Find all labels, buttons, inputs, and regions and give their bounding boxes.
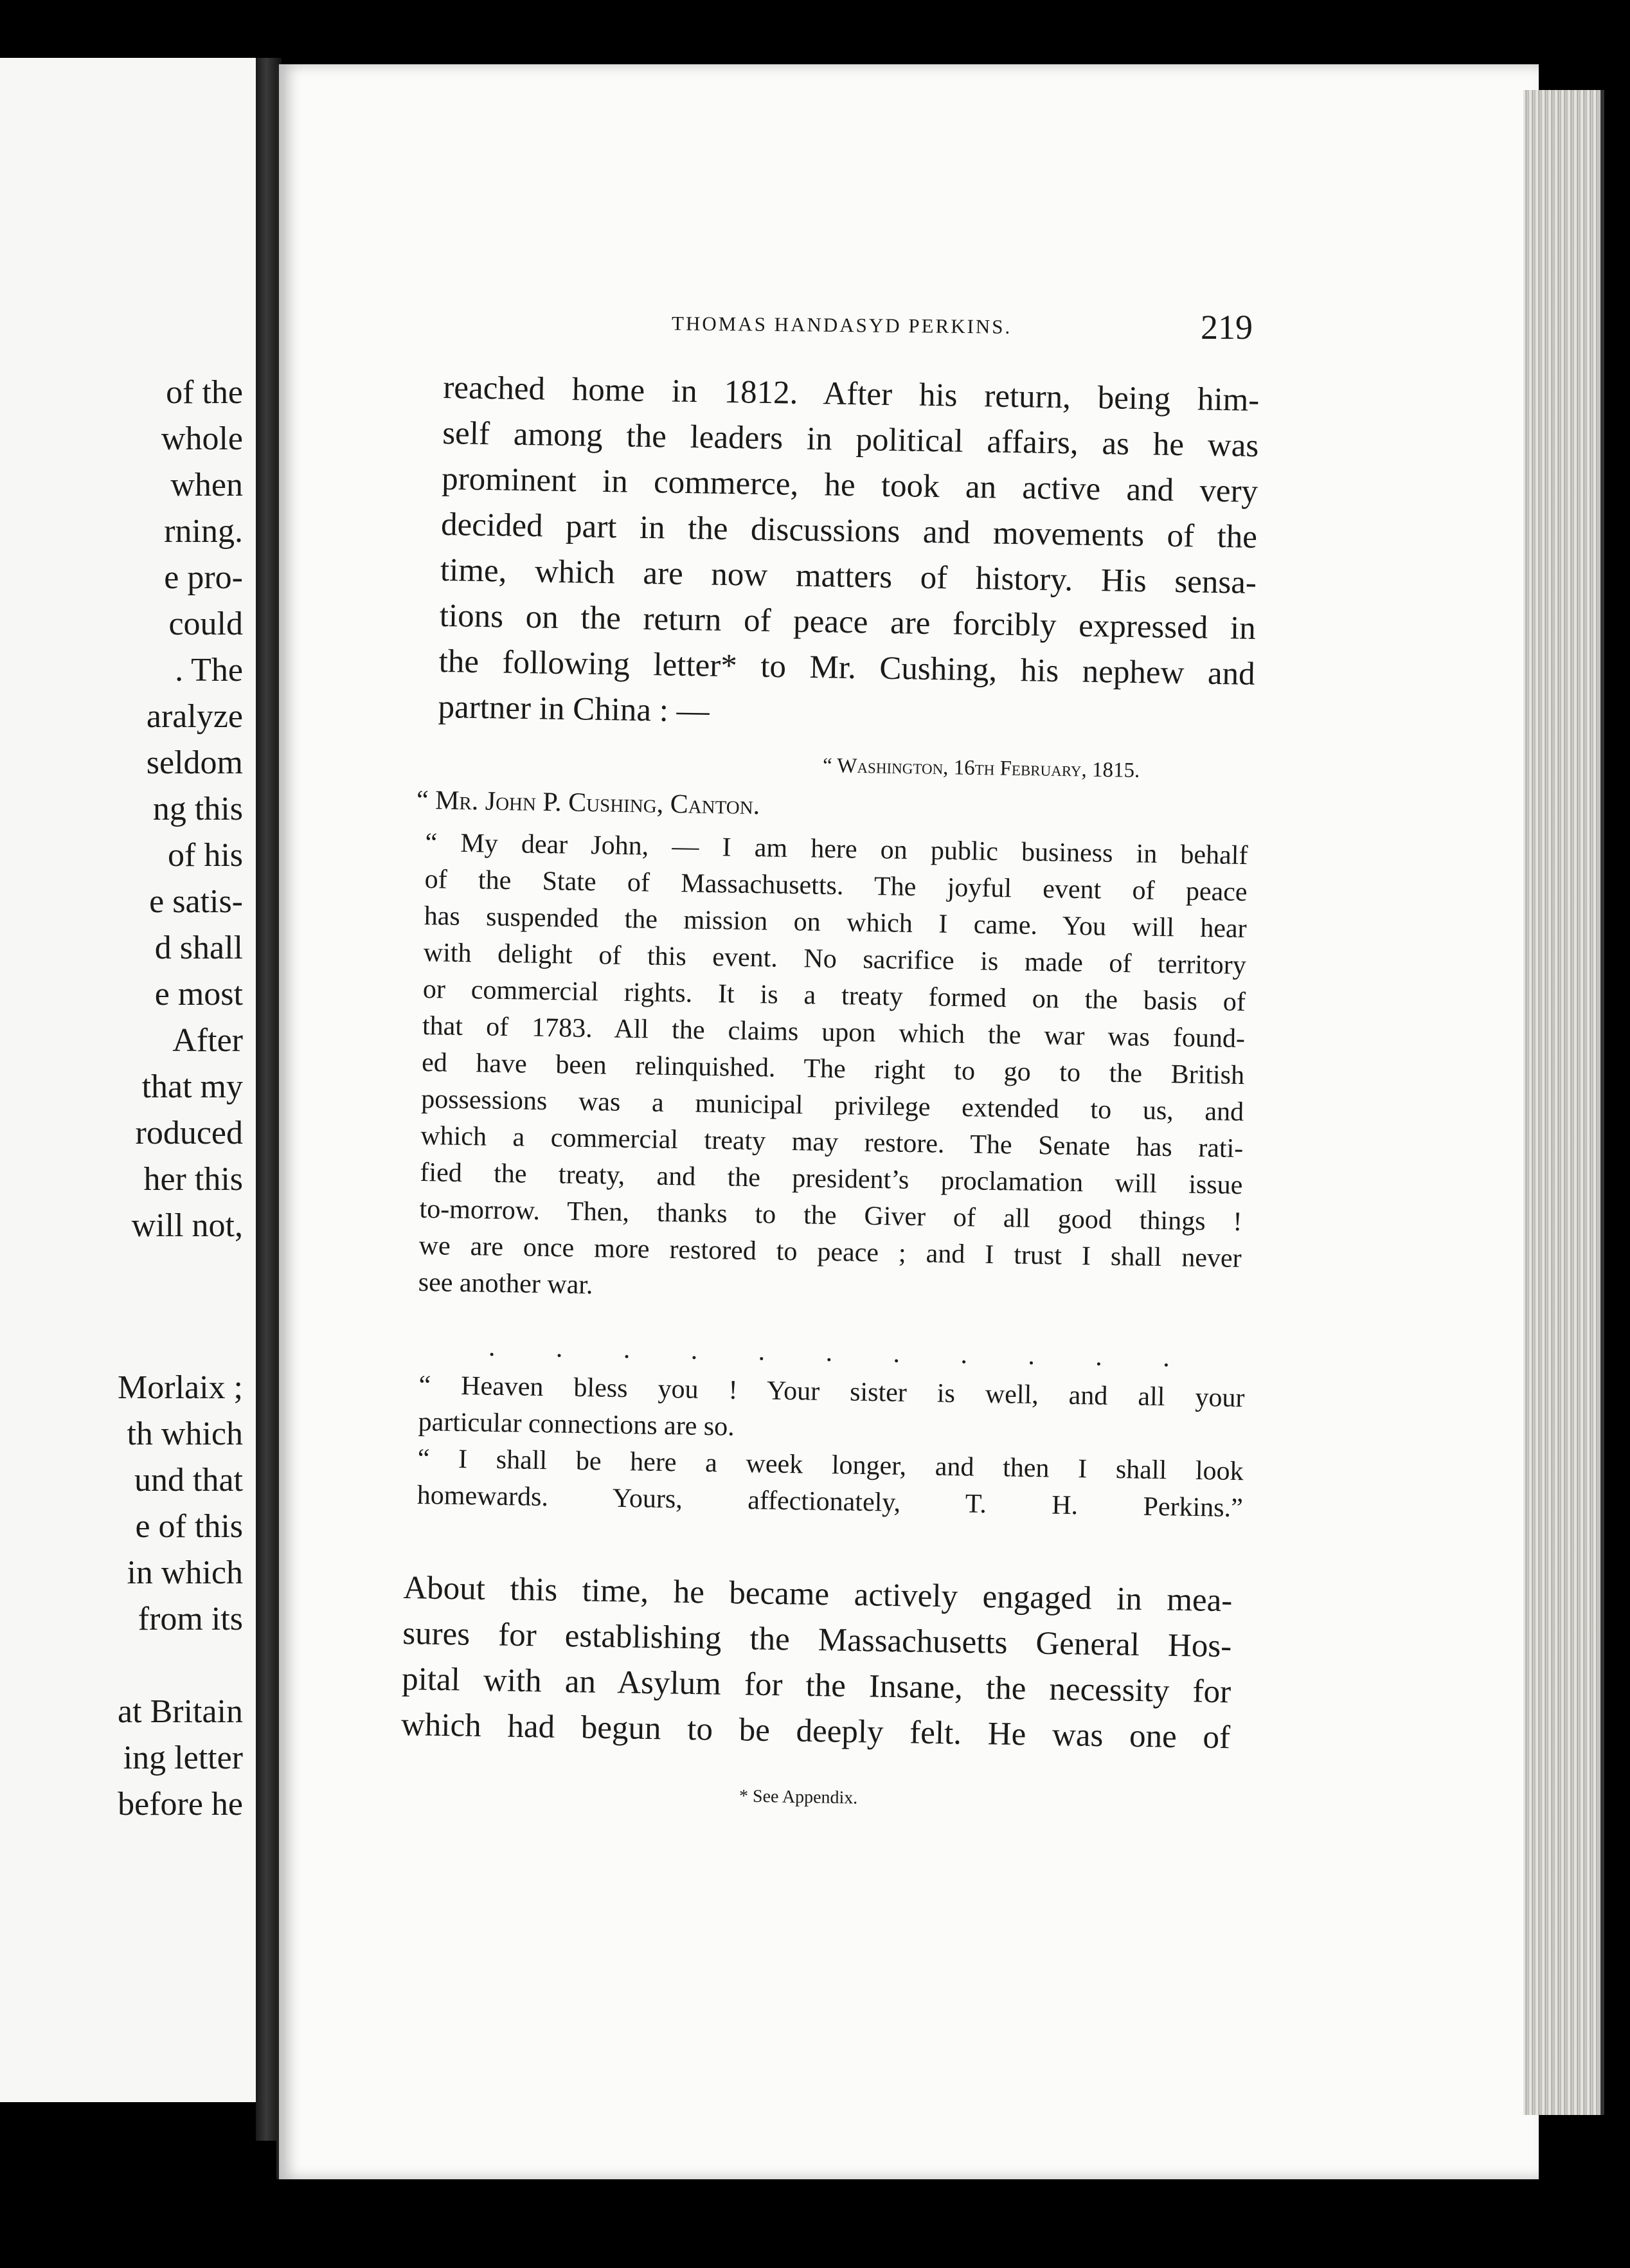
text-line: which had begun to be deeply felt. He was one of <box>400 1706 1231 1756</box>
left-page-line: whole <box>161 420 243 457</box>
left-page-line: e pro- <box>164 559 243 596</box>
dot: . <box>1095 1342 1103 1372</box>
letter-line: fied the treaty, and the president’s proclamation will issue <box>420 1157 1243 1201</box>
letter-line: has suspended the mission on which I came. You will hear <box>424 901 1247 944</box>
text-line: pital with an Asylum for the Insane, the necessity for <box>401 1661 1231 1711</box>
running-head: THOMAS HANDASYD PERKINS. <box>671 312 1012 338</box>
closing-paragraph <box>401 1565 1233 1761</box>
letter-line: that of 1783. All the claims upon which the war was found- <box>422 1011 1246 1054</box>
left-page-line: will not, <box>131 1207 243 1244</box>
dot: . <box>488 1332 496 1362</box>
letter-line: we are once more restored to peace ; and I trust I shall never <box>418 1230 1242 1274</box>
dot: . <box>623 1334 631 1365</box>
letter-line: “ I shall be here a week longer, and then I shall look <box>417 1443 1244 1487</box>
text-line: partner in China : — <box>438 688 710 730</box>
left-page-line: After <box>172 1022 243 1059</box>
letter-closing <box>416 1367 1244 1527</box>
text-line: time, which are now matters of history. His sensa- <box>440 552 1257 601</box>
letter-line: or commercial rights. It is a treaty formed on the basis of <box>422 974 1246 1018</box>
dot: . <box>960 1340 968 1370</box>
letter-line: homewards. Yours, affectionately, T. H. Perkins.” <box>416 1480 1244 1524</box>
left-page <box>0 58 261 2102</box>
letter-line: with delight of this event. No sacrifice is made of territory <box>423 937 1247 981</box>
dot: . <box>690 1335 698 1365</box>
text-line: reached home in 1812. After his return, being him- <box>443 369 1260 419</box>
left-page-line: aralyze <box>146 698 243 735</box>
left-page-line: ng this <box>152 791 243 827</box>
letter-line: see another war. <box>418 1267 593 1300</box>
page-number: 219 <box>1201 308 1253 346</box>
dot: . <box>1028 1340 1035 1371</box>
intro-paragraph <box>438 365 1260 743</box>
left-page-line: before he <box>118 1786 243 1823</box>
left-page-line: ing letter <box>123 1740 243 1776</box>
left-page-line: e satis- <box>149 883 243 920</box>
left-page-line: Morlaix ; <box>118 1369 243 1406</box>
left-page-line: of the <box>166 374 243 411</box>
text-line: prominent in commerce, he took an active and very <box>441 460 1258 510</box>
letter-line: which a commercial treaty may restore. The Senate has rati- <box>420 1120 1244 1164</box>
left-page-line: her this <box>143 1161 243 1198</box>
left-page-line: d shall <box>154 930 243 966</box>
left-page-line: e most <box>154 976 243 1013</box>
left-page-line: in which <box>127 1554 243 1591</box>
dot: . <box>1162 1343 1170 1373</box>
text-line: About this time, he became actively engaged in mea- <box>403 1569 1233 1619</box>
left-page-line: . The <box>175 652 243 688</box>
left-page-line: e of this <box>135 1508 243 1545</box>
footnote: * See Appendix. <box>739 1786 858 1808</box>
left-page-line: th which <box>127 1416 243 1452</box>
text-line: sures for establishing the Massachusetts General Hos- <box>402 1615 1232 1665</box>
letter-line: particular connections are so. <box>418 1407 735 1442</box>
left-page-line: of his <box>168 837 243 874</box>
letter-line: to-morrow. Then, thanks to the Giver of all good things ! <box>419 1194 1242 1238</box>
left-page-line: that my <box>141 1068 243 1105</box>
dot: . <box>555 1333 563 1364</box>
letter-paragraph <box>418 825 1248 1314</box>
letter-line: “ Heaven bless you ! Your sister is well, and all your <box>418 1370 1245 1414</box>
letter-salutation <box>416 785 760 821</box>
text-line: self among the leaders in political affairs, as he was <box>442 415 1259 464</box>
left-page-line: rning. <box>164 513 243 550</box>
letter-line: “ My dear John, — I am here on public business in behalf <box>425 827 1248 871</box>
letter-dateline <box>823 754 1140 783</box>
left-page-line: und that <box>134 1462 243 1498</box>
salutation-text: “ Mr. John P. Cushing, Canton. <box>416 785 760 821</box>
text-line: tions on the return of peace are forcibly expressed in <box>439 597 1257 647</box>
left-page-line: could <box>168 606 243 642</box>
dot: . <box>825 1337 833 1368</box>
dateline-text: “ Washington, 16th February, 1815. <box>822 754 1140 782</box>
left-page-line: from its <box>138 1601 243 1637</box>
dot: . <box>758 1336 766 1367</box>
left-page-line: when <box>170 467 243 503</box>
letter-line: possessions was a municipal privilege extended to us, and <box>420 1084 1244 1128</box>
letter-line: ed have been relinquished. The right to go to the British <box>421 1047 1245 1091</box>
letter-line: of the State of Massachusetts. The joyful event of peace <box>424 864 1248 908</box>
left-page-line: seldom <box>146 744 243 781</box>
left-page-line: roduced <box>135 1115 243 1151</box>
dot: . <box>893 1338 900 1369</box>
text-line: decided part in the discussions and movements of the <box>440 506 1258 555</box>
text-line: the following letter* to Mr. Cushing, his nephew and <box>438 643 1256 692</box>
page-edges <box>1523 90 1604 2115</box>
left-page-line: at Britain <box>118 1693 243 1730</box>
